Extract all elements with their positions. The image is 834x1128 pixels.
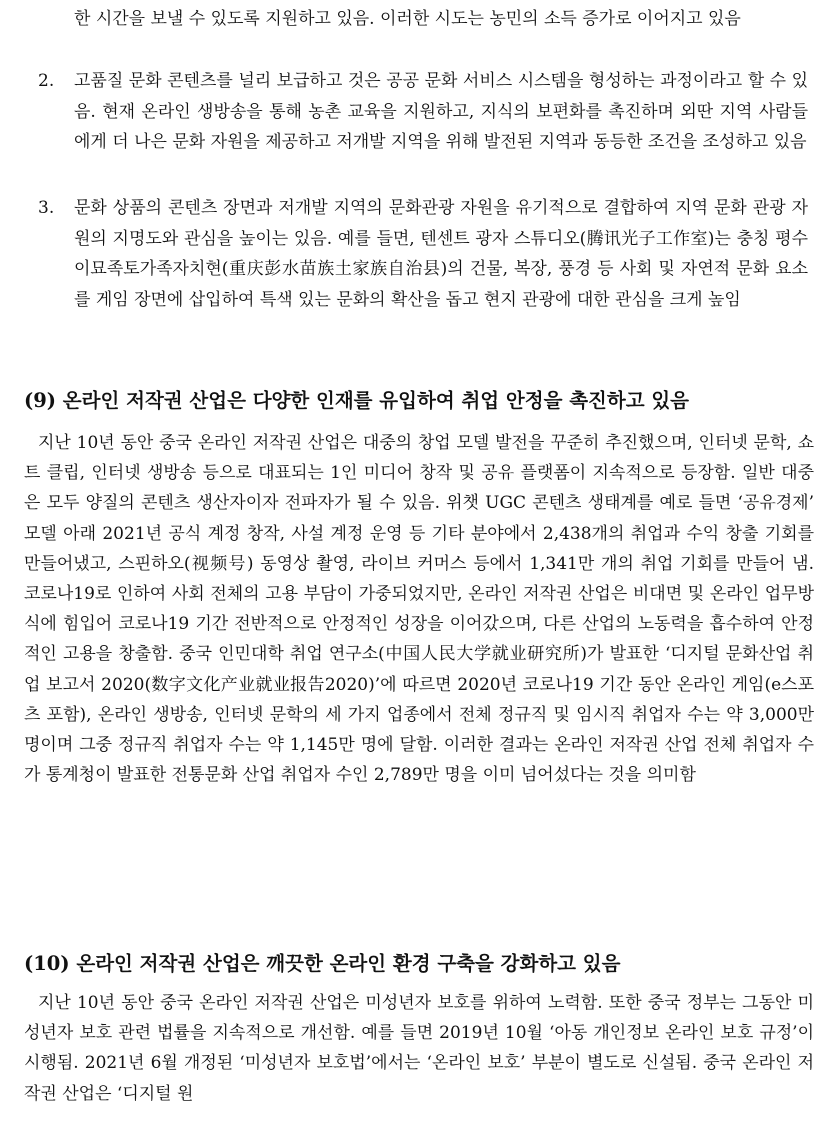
list-marker: 2.: [38, 71, 55, 91]
section-10-heading: (10) 온라인 저작권 산업은 깨끗한 온라인 환경 구축을 강화하고 있음: [24, 952, 621, 975]
list-item-text: 고품질 문화 콘텐츠를 널리 보급하고 것은 공공 문화 서비스 시스템을 형성하는 과정이라고 할 수 있음. 현재 온라인 생방송을 통해 농촌 교육을 지원하고, 지식의 보편화를 촉진하며 외딴 지역 사람들에게 더 나은 문화 자원을 제공하고 저개발 지역을 위해 발전된 지역과 동등한 조건을 조성하고 있음: [74, 71, 808, 152]
section-10-paragraph: 지난 10년 동안 중국 온라인 저작권 산업은 미성년자 보호를 위하여 노력함. 또한 중국 정부는 그동안 미성년자 보호 관련 법률을 지속적으로 개선함. 예를 들면 2019년 10월 ‘아동 개인정보 온라인 보호 규정’이 시행됨. 2021년 6월 개정된 ‘미성년자 보호법’에서는 ‘온라인 보호’ 부분이 별도로 신설됨. 중국 온라인 저작권 산업은 ‘디지털 원: [24, 993, 814, 1104]
list-item-3: [38, 193, 808, 315]
list-item-2: [38, 66, 808, 158]
section-9-paragraph: 지난 10년 동안 중국 온라인 저작권 산업은 대중의 창업 모델 발전을 꾸준히 추진했으며, 인터넷 문학, 쇼트 클립, 인터넷 생방송 등으로 대표되는 1인 미디어 창작 및 공유 플랫폼이 지속적으로 등장함. 일반 대중은 모두 양질의 콘텐츠 생산자이자 전파자가 될 수 있음. 위챗 UGC 콘텐츠 생태계를 예로 들면 ‘공유경제’ 모델 아래 2021년 공식 계정 창작, 사설 계정 운영 등 기타 분야에서 2,438개의 취업과 수익 창출 기회를 만들어냈고, 스핀하오(视频号) 동영상 촬영, 라이브 커머스 등에서 1,341만 개의 취업 기회를 만들어 냄. 코로나19로 인하여 사회 전체의 고용 부담이 가중되었지만, 온라인 저작권 산업은 비대면 및 온라인 업무방식에 힘입어 코로나19 기간 전반적으로 안정적인 성장을 이어갔으며, 다른 산업의 노동력을 흡수하여 안정적인 고용을 창출함. 중국 인민대학 취업 연구소(中国人民大学就业研究所)가 발표한 ‘디지털 문화산업 취업 보고서 2020(数字文化产业就业报告2020)’에 따르면 2020년 코로나19 기간 동안 온라인 게임(e스포츠 포함), 온라인 생방송, 인터넷 문학의 세 가지 업종에서 전체 정규직 및 임시직 취업자 수는 약 3,000만 명이며 그중 정규직 취업자 수는 약 1,145만 명에 달함. 이러한 결과는 온라인 저작권 산업 전체 취업자 수가 통계청이 발표한 전통문화 산업 취업자 수인 2,789만 명을 이미 넘어섰다는 것을 의미함: [24, 433, 814, 786]
section-9-heading: (9) 온라인 저작권 산업은 다양한 인재를 유입하여 취업 안정을 촉진하고 있음: [24, 389, 690, 412]
list-item-continuation: 한 시간을 보낼 수 있도록 지원하고 있음. 이러한 시도는 농민의 소득 증가로 이어지고 있음: [74, 9, 741, 29]
list-marker: 3.: [38, 198, 55, 218]
list-item-text: 문화 상품의 콘텐츠 장면과 저개발 지역의 문화관광 자원을 유기적으로 결합하여 지역 문화 관광 자원의 지명도와 관심을 높이는 있음. 예를 들면, 텐센트 광자 스튜디오(腾讯光子工作室)는 충칭 평수이묘족토가족자치현(重庆彭水苗族土家族自治县)의 건물, 복장, 풍경 등 사회 및 자연적 문화 요소를 게임 장면에 삽입하여 특색 있는 문화의 확산을 돕고 현지 관광에 대한 관심을 크게 높임: [74, 198, 808, 310]
